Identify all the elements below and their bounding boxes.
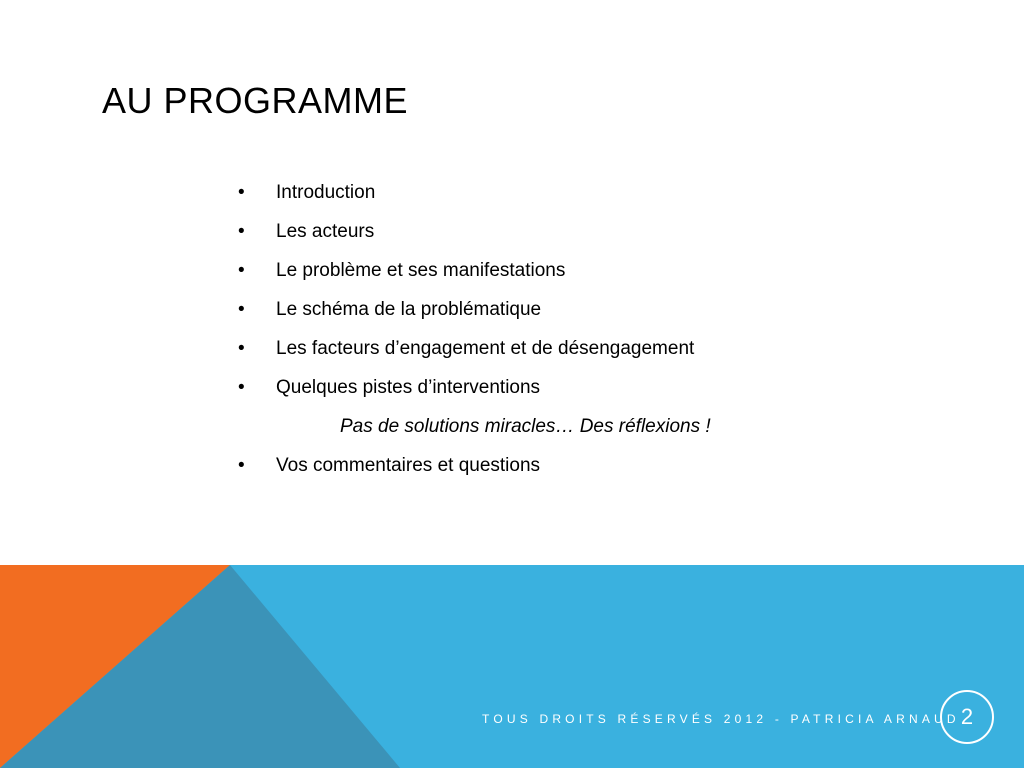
bullet-icon: • xyxy=(238,221,245,242)
agenda-item xyxy=(238,373,878,412)
agenda-list xyxy=(238,178,878,490)
agenda-item-text: Introduction xyxy=(276,182,376,203)
bullet-icon: • xyxy=(238,377,245,398)
footer-band xyxy=(0,565,1024,768)
bullet-icon: • xyxy=(238,182,245,203)
agenda-item-text: Quelques pistes d’interventions xyxy=(276,377,541,398)
agenda-item-text: Le problème et ses manifestations xyxy=(276,260,566,281)
agenda-item xyxy=(238,217,878,256)
bullet-icon: • xyxy=(238,455,245,476)
bullet-icon: • xyxy=(238,338,245,359)
agenda-item xyxy=(238,295,878,334)
slide-title: AU PROGRAMME xyxy=(102,80,409,121)
agenda-item xyxy=(238,178,878,217)
agenda-item-text: Les acteurs xyxy=(276,221,375,242)
page-number-badge xyxy=(940,690,994,744)
agenda-item xyxy=(238,334,878,373)
agenda-item-text: Les facteurs d’engagement et de désengagement xyxy=(276,338,695,359)
page-number: 2 xyxy=(960,704,974,729)
agenda-item xyxy=(238,451,878,490)
agenda-item-text: Le schéma de la problématique xyxy=(276,299,542,320)
bullet-icon: • xyxy=(238,299,245,320)
agenda-item-text: Vos commentaires et questions xyxy=(276,455,541,476)
agenda-note-text: Pas de solutions miracles… Des réflexions ! xyxy=(340,416,711,437)
agenda-note xyxy=(238,412,878,451)
bullet-icon: • xyxy=(238,260,245,281)
footer-shapes xyxy=(0,565,1024,768)
footer-copyright: TOUS DROITS RÉSERVÉS 2012 - PATRICIA ARNAUD xyxy=(482,712,960,726)
agenda-item xyxy=(238,256,878,295)
